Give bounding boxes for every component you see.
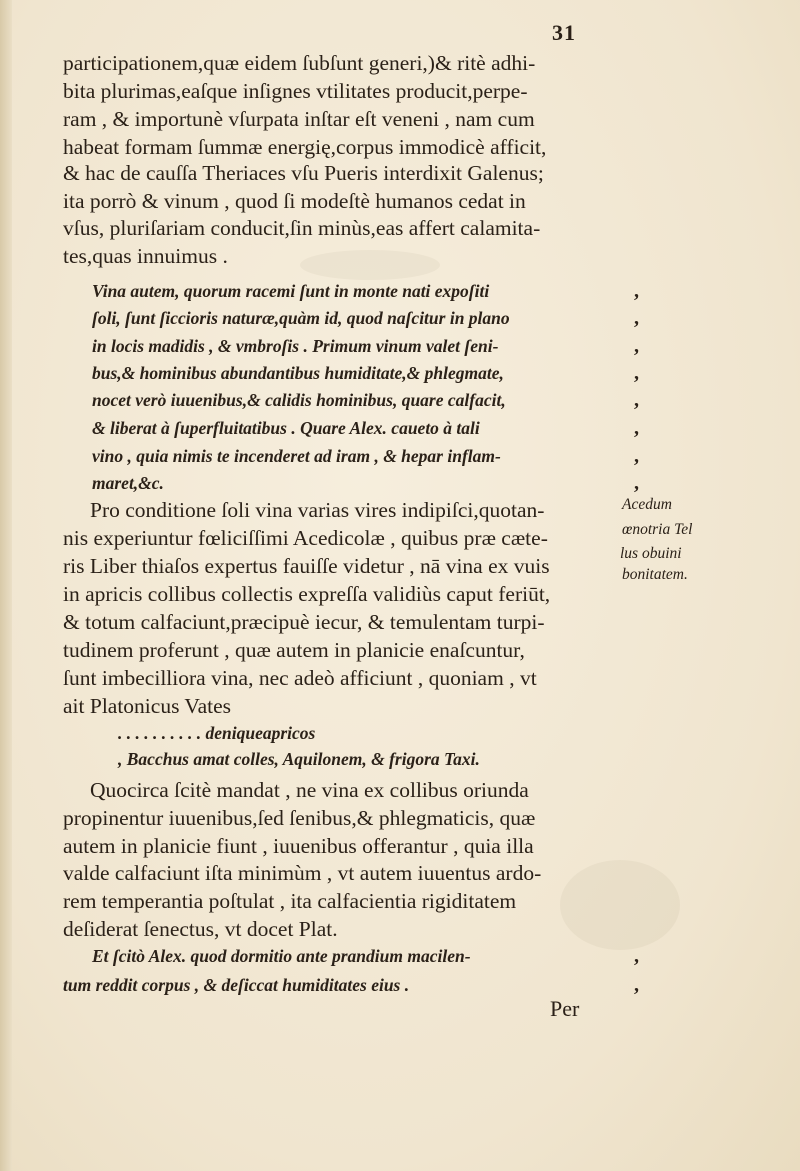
page-number: 31 (552, 20, 576, 45)
text-line: Quocirca ſcitè mandat , ne vina ex collibus oriunda (90, 778, 529, 802)
margin-note-line: Acedum (622, 496, 672, 513)
catchword: Per (550, 996, 580, 1021)
text-line: autem in planicie fiunt , iuuenibus offerantur , quia illa (63, 834, 534, 858)
italic-line: Et ſcitò Alex. quod dormitio ante prandium macilen- (92, 946, 471, 966)
ink-bleed (560, 860, 680, 950)
italic-line: Vina autem, quorum racemi ſunt in monte nati expoſiti (92, 281, 490, 301)
text-line: participationem,quæ eidem ſubſunt generi,)& ritè adhi- (63, 51, 536, 75)
text-line: tudinem proferunt , quæ autem in planicie enaſcuntur, (63, 638, 525, 662)
quote-mark: , (634, 417, 639, 439)
text-line: rem temperantia poſtulat , ita calfacientia rigiditatem (63, 889, 517, 913)
quote-mark: , (634, 389, 639, 411)
italic-line: ſoli, ſunt ſiccioris naturæ,quàm id, quod naſcitur in plano (92, 308, 510, 328)
text-line: valde calfaciunt iſta minimùm , vt autem iuuentus ardo- (63, 861, 542, 885)
quote-mark: , (634, 307, 639, 329)
margin-note-line: lus obuini (620, 545, 682, 562)
text-line: ait Platonicus Vates (63, 694, 232, 718)
margin-note-line: bonitatem. (622, 566, 688, 583)
italic-line: & liberat à ſuperfluitatibus . Quare Alex. caueto à tali (92, 418, 480, 438)
text-line: ita porrò & vinum , quod ſi modeſtè humanos cedat in (63, 189, 526, 213)
text-line: & totum calfaciunt,præcipuè iecur, & temulentam turpi- (63, 610, 545, 634)
quote-mark: , (634, 472, 639, 494)
italic-line: in locis madidis , & vmbroſis . Primum vinum valet ſeni- (92, 336, 499, 356)
text-line: vſus, pluriſariam conducit,ſin minùs,eas affert calamita- (63, 216, 541, 240)
quote-mark: , (634, 280, 639, 302)
quote-mark: , (634, 362, 639, 384)
italic-line: vino , quia nimis te incenderet ad iram , & hepar inflam- (92, 446, 501, 466)
text-line: ris Liber thiaſos expertus fauiſſe videtur , nā vina ex vuis (63, 554, 550, 578)
text-line: & hac de cauſſa Theriaces vſu Pueris interdixit Galenus; (63, 161, 544, 185)
text-line: tes,quas innuimus . (63, 244, 228, 268)
italic-line: maret,&c. (92, 473, 164, 493)
quote-mark: , (634, 335, 639, 357)
verse-line: . . . . . . . . . . deniqueapricos (118, 723, 316, 743)
text-line: propinentur iuuenibus,ſed ſenibus,& phlegmaticis, quæ (63, 806, 536, 830)
page-gutter (0, 0, 12, 1171)
text-line: in apricis collibus collectis expreſſa validiùs caput feriūt, (63, 582, 551, 606)
text-line: nis experiuntur fœliciſſimi Acedicolæ , quibus præ cæte- (63, 526, 548, 550)
italic-line: bus,& hominibus abundantibus humiditate,& phlegmate, (92, 363, 504, 383)
text-line: Pro conditione ſoli vina varias vires indipiſci,quotan- (90, 498, 545, 522)
margin-note-line: œnotria Tel (622, 521, 693, 538)
quote-mark: , (634, 945, 639, 967)
text-line: ſunt imbecilliora vina, nec adeò afficiunt , quoniam , vt (63, 666, 537, 690)
quote-mark: , (634, 974, 639, 996)
italic-line: tum reddit corpus , & deſiccat humiditates eius . (63, 975, 410, 995)
text-line: bita plurimas,eaſque inſignes vtilitates producit,perpe- (63, 79, 528, 103)
text-line: ram , & importunè vſurpata inſtar eſt veneni , nam cum (63, 107, 535, 131)
ink-bleed (300, 250, 440, 280)
italic-line: nocet verò iuuenibus,& calidis hominibus, quare calfacit, (92, 390, 506, 410)
quote-mark: , (634, 445, 639, 467)
text-line: deſiderat ſenectus, vt docet Plat. (63, 917, 338, 941)
text-line: habeat formam ſummæ energię,corpus immodicè afficit, (63, 135, 547, 159)
verse-line: , Bacchus amat colles, Aquilonem, & frigora Taxi. (118, 749, 480, 769)
